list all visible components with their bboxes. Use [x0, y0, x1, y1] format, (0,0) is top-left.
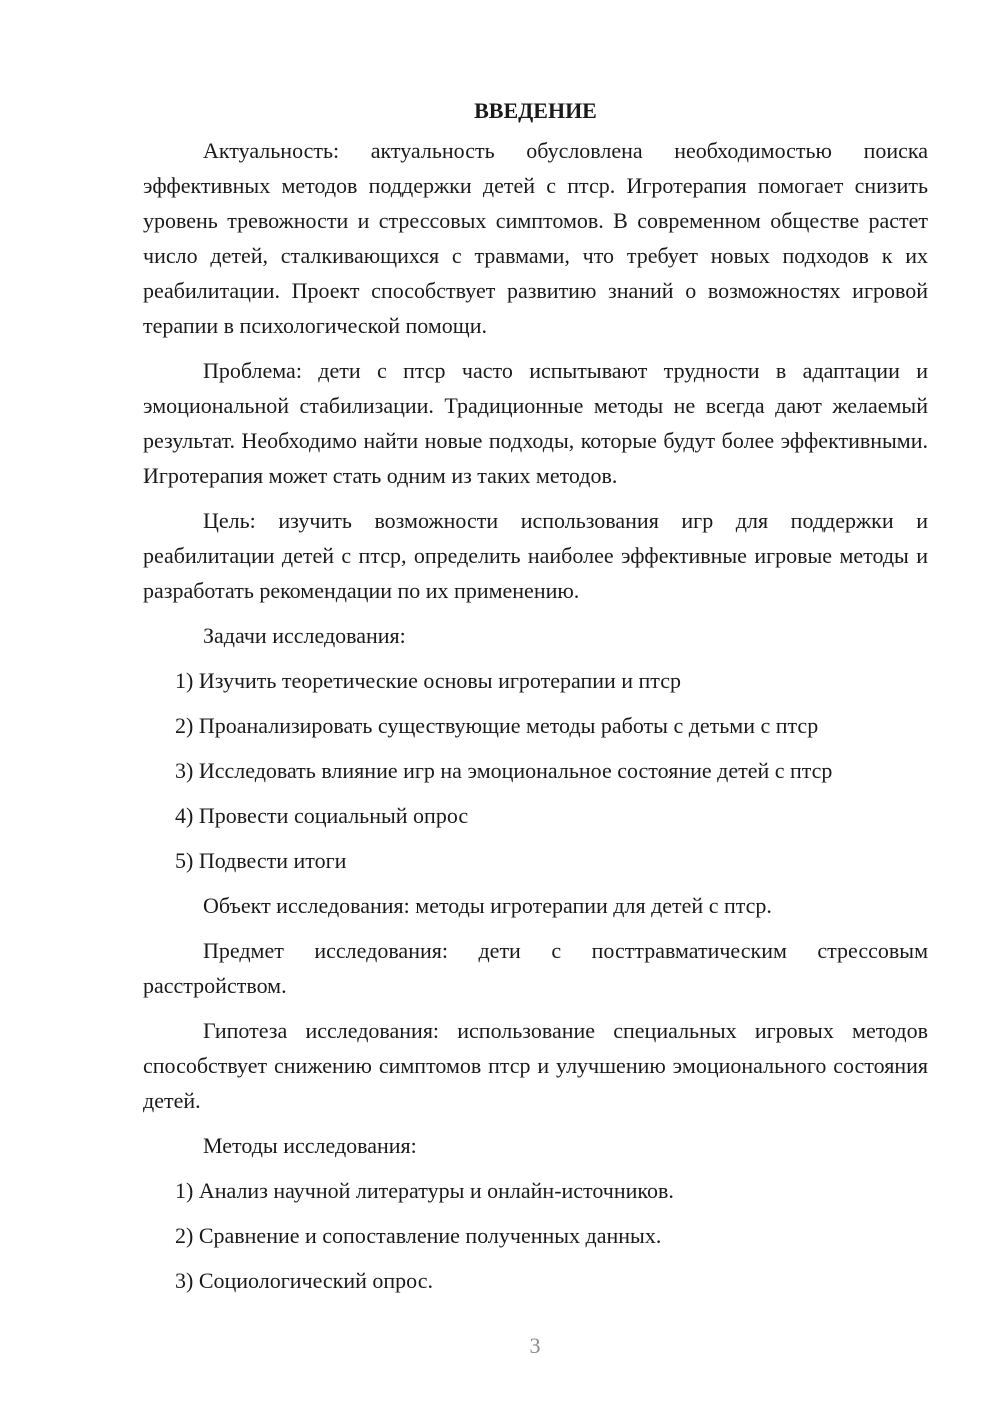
- method-item: 1) Анализ научной литературы и онлайн-источников.: [175, 1178, 674, 1203]
- task-item: 1) Изучить теоретические основы игротерапии и птср: [175, 668, 681, 693]
- task-item: 2) Проанализировать существующие методы работы с детьми с птср: [175, 713, 819, 738]
- tasks-list: [143, 663, 928, 878]
- goal-paragraph: Цель: изучить возможности использования игр для поддержки и реабилитации детей с птср, определить наиболее эффективные игровые методы и разработать рекомендации по их применению.: [143, 508, 928, 603]
- page-content: [143, 93, 928, 1308]
- method-item: 2) Сравнение и сопоставление полученных данных.: [175, 1223, 662, 1248]
- task-item: 3) Исследовать влияние игр на эмоциональное состояние детей с птср: [175, 758, 833, 783]
- hypothesis-paragraph: Гипотеза исследования: использование специальных игровых методов способствует снижению симптомов птср и улучшению эмоционального состояния детей.: [143, 1018, 928, 1113]
- problem-paragraph: Проблема: дети с птср часто испытывают трудности в адаптации и эмоциональной стабилизации. Традиционные методы не всегда дают желаемый результат. Необходимо найти новые подходы, которые будут более эффективными. Игротерапия может стать одним из таких методов.: [143, 358, 928, 488]
- methods-label: Методы исследования:: [203, 1133, 417, 1158]
- object-paragraph: Объект исследования: методы игротерапии для детей с птср.: [203, 893, 772, 918]
- method-item: 3) Социологический опрос.: [175, 1268, 433, 1293]
- page-number: 3: [529, 1333, 541, 1358]
- methods-list: [143, 1173, 928, 1298]
- section-heading: ВВЕДЕНИЕ: [474, 98, 597, 123]
- task-item: 4) Провести социальный опрос: [175, 803, 469, 828]
- relevance-paragraph: Актуальность: актуальность обусловлена необходимостью поиска эффективных методов поддержки детей с птср. Игротерапия помогает снизить уровень тревожности и стрессовых симптомов. В современном обществе растет число детей, сталкивающихся с травмами, что требует новых подходов к их реабилитации. Проект способствует развитию знаний о возможностях игровой терапии в психологической помощи.: [143, 138, 928, 338]
- subject-paragraph: Предмет исследования: дети с посттравматическим стрессовым расстройством.: [143, 938, 928, 998]
- tasks-label: Задачи исследования:: [203, 623, 406, 648]
- task-item: 5) Подвести итоги: [175, 848, 347, 873]
